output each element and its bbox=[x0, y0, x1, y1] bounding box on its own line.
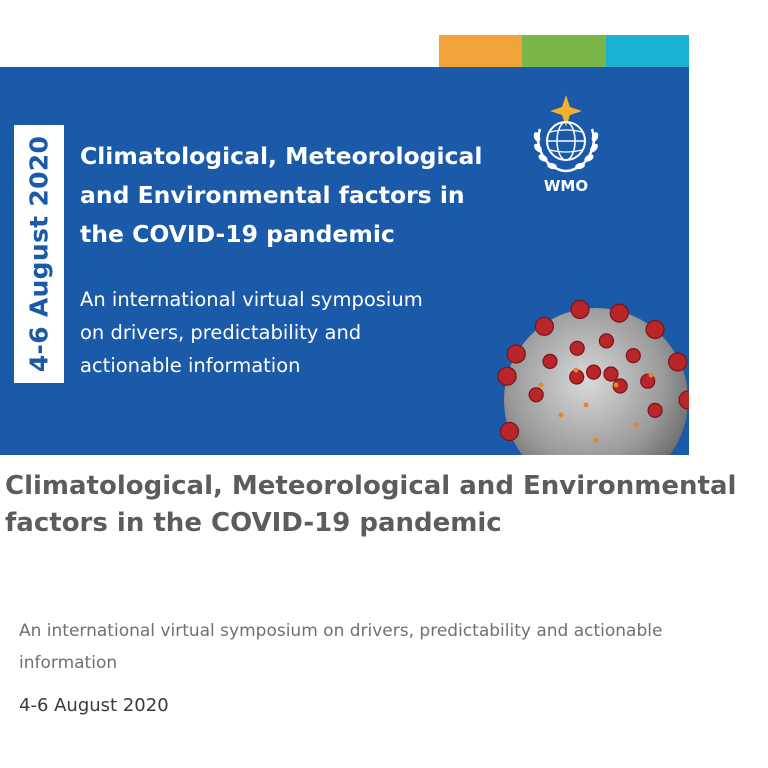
event-banner bbox=[0, 67, 689, 455]
banner-subtitle-line: An international virtual symposium bbox=[80, 288, 423, 311]
color-strip bbox=[439, 35, 689, 67]
color-strip-cyan bbox=[606, 35, 689, 67]
coronavirus-icon bbox=[466, 275, 689, 455]
article-date: 4-6 August 2020 bbox=[19, 695, 169, 716]
banner-subtitle-line: actionable information bbox=[80, 354, 301, 377]
article-description: An international virtual symposium on drivers, predictability and actionable information bbox=[19, 621, 663, 673]
banner-date-tab bbox=[14, 125, 64, 383]
banner-title-line: and Environmental factors in bbox=[80, 181, 465, 209]
banner-subtitle bbox=[80, 283, 480, 382]
banner-title-line: the COVID-19 pandemic bbox=[80, 220, 395, 248]
banner-subtitle-line: on drivers, predictability and bbox=[80, 321, 362, 344]
banner-title-line: Climatological, Meteorological bbox=[80, 142, 483, 170]
banner-title bbox=[80, 137, 500, 254]
wmo-logo-text: WMO bbox=[543, 177, 589, 195]
wmo-logo bbox=[526, 93, 606, 203]
wmo-emblem-icon bbox=[526, 93, 606, 177]
color-strip-orange bbox=[439, 35, 522, 67]
article-heading: Climatological, Meteorological and Environmental factors in the COVID-19 pandemic bbox=[5, 471, 737, 538]
color-strip-green bbox=[522, 35, 605, 67]
banner-date: 4-6 August 2020 bbox=[24, 135, 54, 373]
